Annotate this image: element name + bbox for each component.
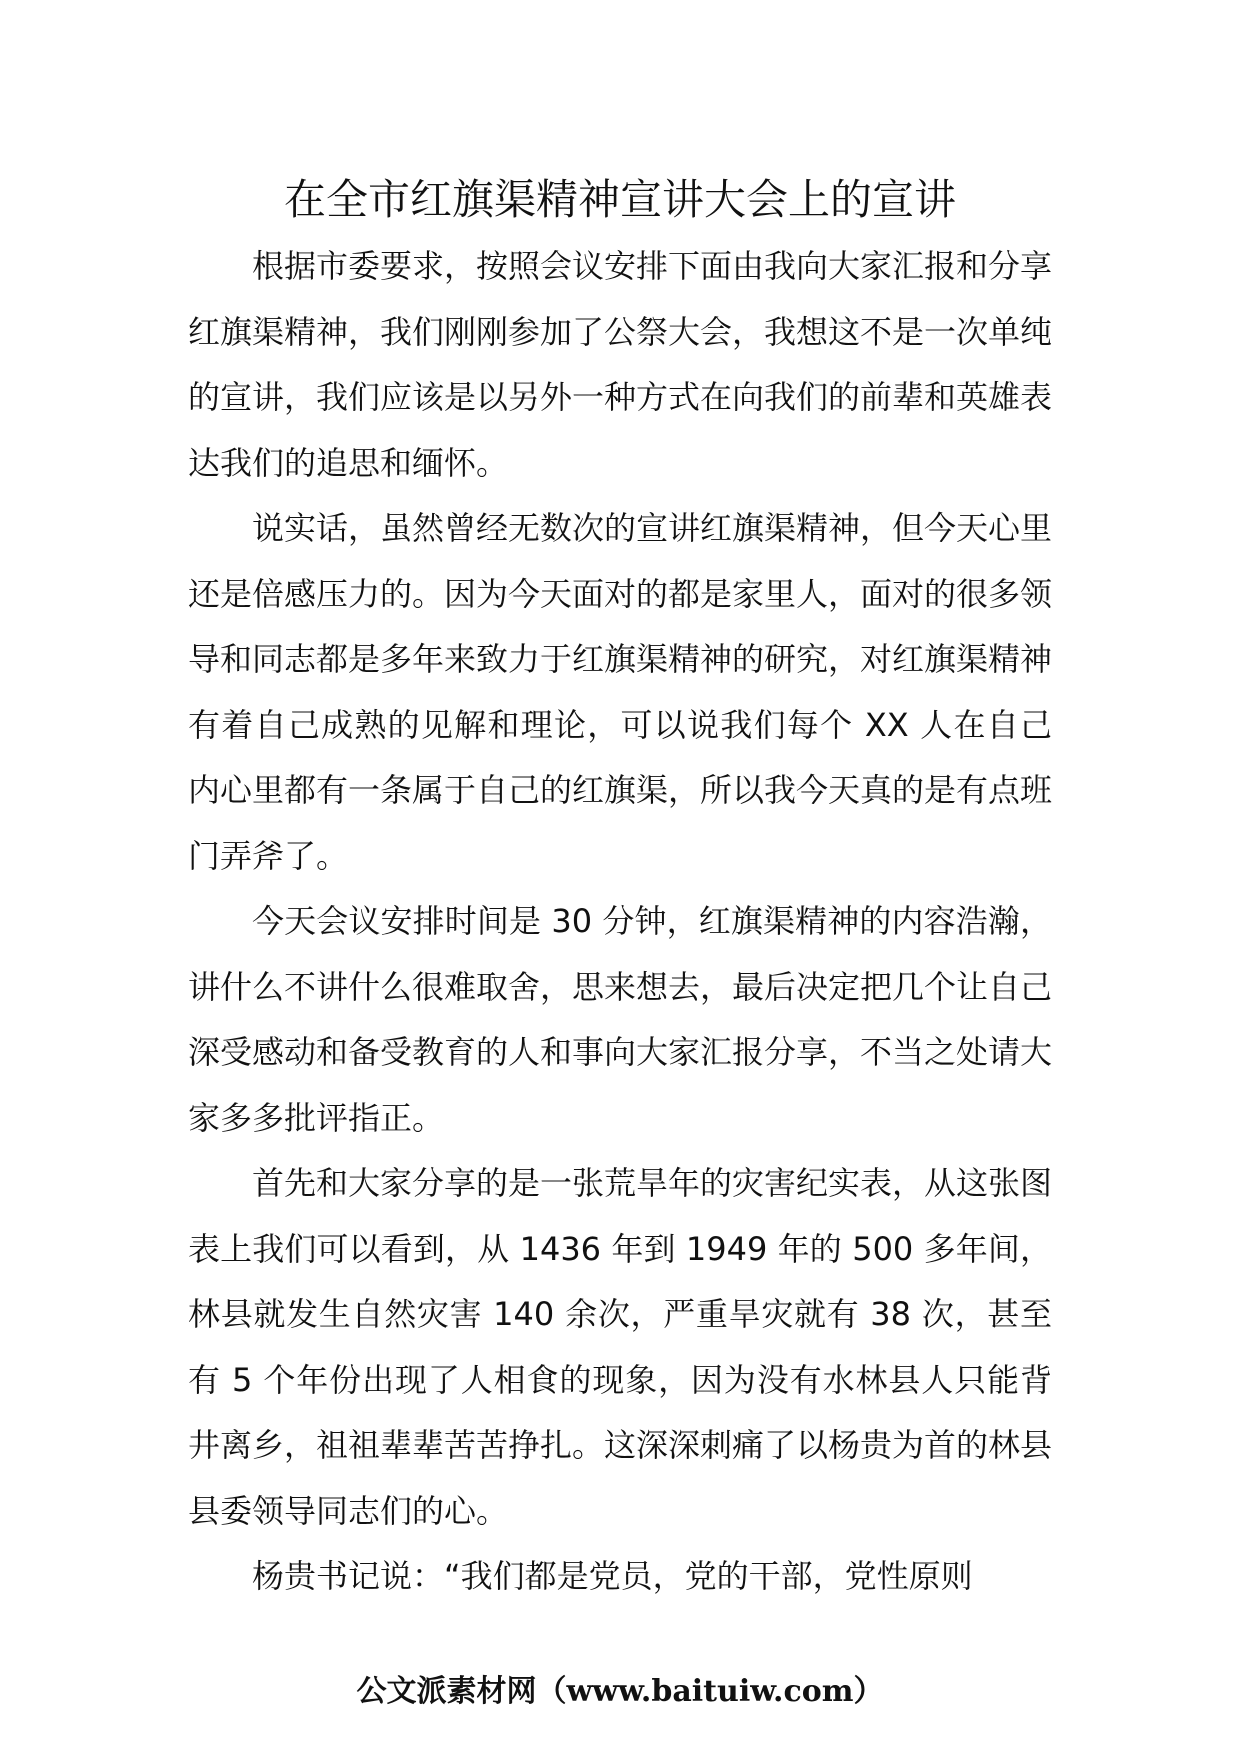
footer-watermark: 公文派素材网（www.baituiw.com）	[356, 1674, 884, 1709]
paragraph: 杨贵书记说：“我们都是党员，党的干部，党性原则	[252, 1557, 973, 1595]
paragraph: 今天会议安排时间是 30 分钟，红旗渠精神的内容浩瀚，讲什么不讲什么很难取舍，思来想去，最后决定把几个让自己深受感动和备受教育的人和事向大家汇报分享，不当之处请大家多多批评指正。	[188, 902, 1052, 1137]
document-title: 在全市红旗渠精神宣讲大会上的宣讲	[283, 175, 956, 224]
paragraph: 根据市委要求，按照会议安排下面由我向大家汇报和分享红旗渠精神，我们刚刚参加了公祭大会，我想这不是一次单纯的宣讲，我们应该是以另外一种方式在向我们的前辈和英雄表达我们的追思和缅怀。	[188, 247, 1052, 482]
paragraph: 说实话，虽然曾经无数次的宣讲红旗渠精神，但今天心里还是倍感压力的。因为今天面对的都是家里人，面对的很多领导和同志都是多年来致力于红旗渠精神的研究，对红旗渠精神有着自己成熟的见解和理论，可以说我们每个 XX 人在自己内心里都有一条属于自己的红旗渠，所以我今天真的是有点班门弄斧了。	[188, 509, 1052, 875]
document-body	[188, 234, 1052, 1604]
paragraph: 首先和大家分享的是一张荒旱年的灾害纪实表，从这张图表上我们可以看到，从 1436 年到 1949 年的 500 多年间，林县就发生自然灾害 140 余次，严重旱灾就有 38 次，甚至有 5 个年份出现了人相食的现象，因为没有水林县人只能背井离乡，祖祖辈辈苦苦挣扎。这深深刺痛了以杨贵为首的林县县委领导同志们的心。	[188, 1164, 1052, 1530]
